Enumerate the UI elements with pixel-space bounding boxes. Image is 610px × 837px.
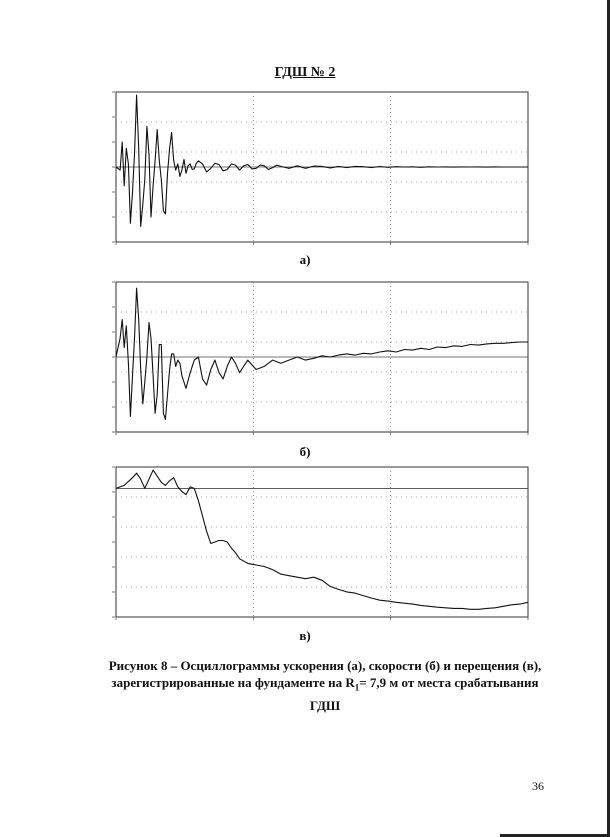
caption-line-3: ГДШ: [309, 697, 341, 713]
figure-caption: [90, 657, 560, 714]
plot-frame: [116, 467, 528, 617]
page-title: ГДШ № 2: [274, 65, 336, 80]
chart-acceleration: [108, 88, 530, 248]
chart-displacement-svg: [108, 463, 530, 623]
caption-line-2-text-end: = 7,9 м от места срабатывания: [359, 675, 539, 690]
caption-line-2-text: зарегистрированные на фундаменте на R: [111, 675, 355, 690]
series-line: [116, 288, 528, 419]
caption-subscript: 1: [354, 682, 360, 693]
chart-velocity-svg: [108, 278, 530, 438]
chart-displacement-label: в): [299, 628, 311, 643]
chart-velocity: [108, 278, 530, 438]
series-line: [116, 470, 528, 609]
series-line: [116, 95, 528, 226]
chart-velocity-label: б): [299, 444, 311, 459]
chart-acceleration-svg: [108, 88, 530, 248]
page-number: 36: [532, 779, 544, 793]
chart-acceleration-label: а): [299, 252, 311, 267]
caption-line-1: Рисунок 8 – Осциллограммы ускорения (а), скорости (б) и перещения (в),: [108, 658, 542, 673]
chart-displacement: [108, 463, 530, 623]
caption-line-2: [90, 674, 560, 697]
